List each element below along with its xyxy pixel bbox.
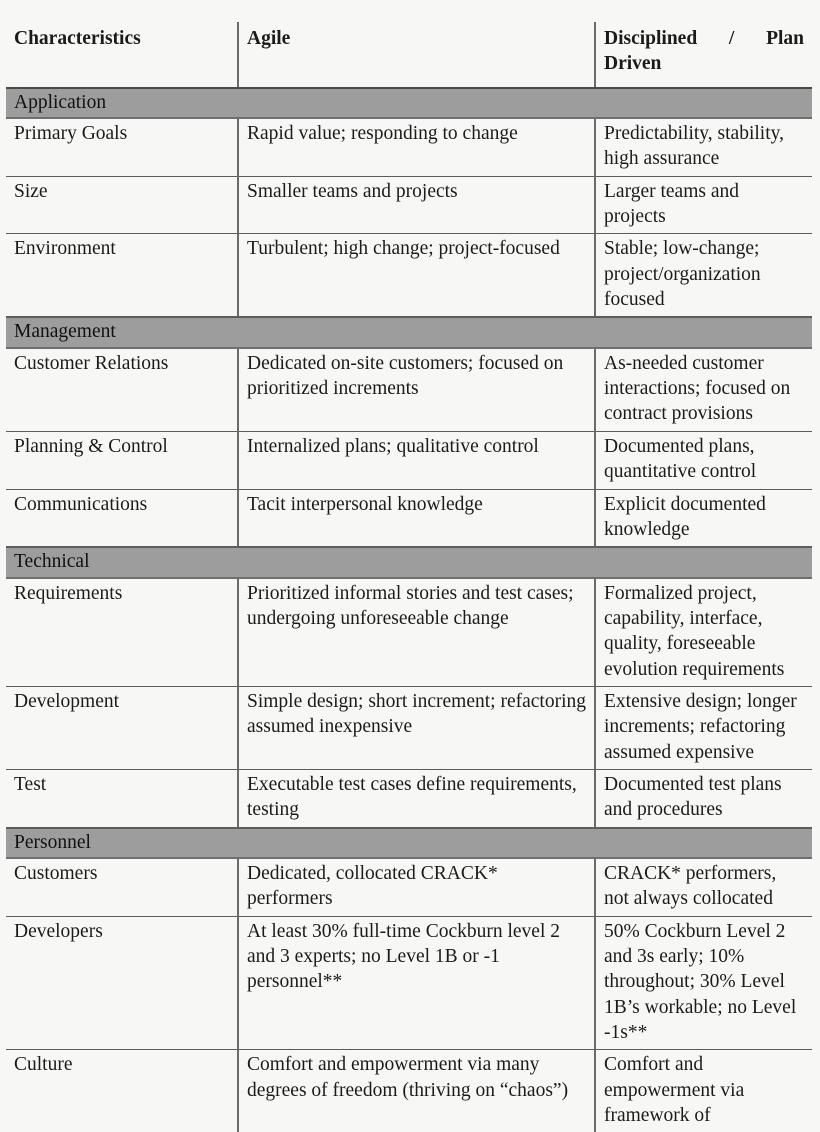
row-disciplined: As-needed customer interactions; focused on contract provisions	[595, 348, 812, 432]
row-agile: Prioritized informal stories and test cases; undergoing unforeseeable change	[238, 578, 595, 687]
column-header-agile: Agile	[238, 22, 595, 88]
column-header-disciplined-line2: Driven	[604, 53, 662, 75]
row-agile: Comfort and empowerment via many degrees of freedom (thriving on “chaos”)	[238, 1050, 595, 1132]
row-disciplined: Stable; low-change; project/organization focused	[595, 234, 812, 318]
section-banner-label: Management	[6, 317, 812, 347]
row-agile: Simple design; short increment; refactoring assumed inexpensive	[238, 686, 595, 769]
row-agile: Turbulent; high change; project-focused	[238, 234, 595, 318]
table-row	[6, 431, 812, 489]
row-characteristic: Developers	[6, 916, 238, 1050]
agile-vs-disciplined-table	[6, 22, 812, 1132]
row-disciplined: Extensive design; longer increments; refactoring assumed expensive	[595, 686, 812, 769]
row-agile: Rapid value; responding to change	[238, 118, 595, 176]
row-characteristic: Requirements	[6, 578, 238, 687]
table-row	[6, 489, 812, 547]
row-agile: Dedicated on-site customers; focused on prioritized increments	[238, 348, 595, 432]
row-agile: Smaller teams and projects	[238, 176, 595, 234]
row-disciplined: Documented plans, quantitative control	[595, 431, 812, 489]
table-row	[6, 176, 812, 234]
row-disciplined: Explicit documented knowledge	[595, 489, 812, 547]
table-row	[6, 234, 812, 318]
row-characteristic: Culture	[14, 1054, 73, 1076]
table-row	[6, 858, 812, 916]
row-characteristic: Planning & Control	[6, 431, 238, 489]
table-row	[6, 916, 812, 1050]
row-agile: Tacit interpersonal knowledge	[238, 489, 595, 547]
table-row	[6, 348, 812, 432]
section-banner-personnel	[6, 828, 812, 858]
column-header-disciplined-line1: Disciplined / Plan	[604, 28, 804, 49]
table-row	[6, 769, 812, 827]
row-agile: Executable test cases define requirements, testing	[238, 769, 595, 827]
row-agile: At least 30% full-time Cockburn level 2 and 3 experts; no Level 1B or -1 personnel**	[238, 916, 595, 1050]
table-row	[6, 1050, 812, 1132]
row-disciplined: Comfort and empowerment via framework of	[595, 1050, 812, 1132]
row-characteristic: Primary Goals	[6, 118, 238, 176]
row-disciplined: Predictability, stability, high assurance	[595, 118, 812, 176]
row-agile: Internalized plans; qualitative control	[238, 431, 595, 489]
section-banner-label: Application	[6, 88, 812, 118]
row-characteristic: Customers	[6, 858, 238, 916]
section-banner-label: Technical	[6, 547, 812, 577]
row-disciplined: 50% Cockburn Level 2 and 3s early; 10% throughout; 30% Level 1B’s workable; no Level -1s**	[595, 916, 812, 1050]
row-disciplined: Documented test plans and procedures	[595, 769, 812, 827]
section-banner-management	[6, 317, 812, 347]
column-header-characteristics: Characteristics	[6, 22, 238, 88]
table-row	[6, 578, 812, 687]
row-disciplined: CRACK* performers, not always collocated	[595, 858, 812, 916]
row-characteristic: Communications	[6, 489, 238, 547]
row-characteristic: Development	[6, 686, 238, 769]
table-row	[6, 118, 812, 176]
row-agile: Dedicated, collocated CRACK* performers	[238, 858, 595, 916]
section-banner-label: Personnel	[6, 828, 812, 858]
section-banner-application	[6, 88, 812, 118]
row-disciplined: Formalized project, capability, interface, quality, foreseeable evolution requirements	[595, 578, 812, 687]
row-disciplined: Larger teams and projects	[595, 176, 812, 234]
row-characteristic: Environment	[6, 234, 238, 318]
section-banner-technical	[6, 547, 812, 577]
row-characteristic: Size	[6, 176, 238, 234]
row-characteristic: Customer Relations	[6, 348, 238, 432]
column-header-disciplined-plan-driven	[595, 22, 812, 88]
table-header-row	[6, 22, 812, 88]
table-row	[6, 686, 812, 769]
row-characteristic: Test	[6, 769, 238, 827]
